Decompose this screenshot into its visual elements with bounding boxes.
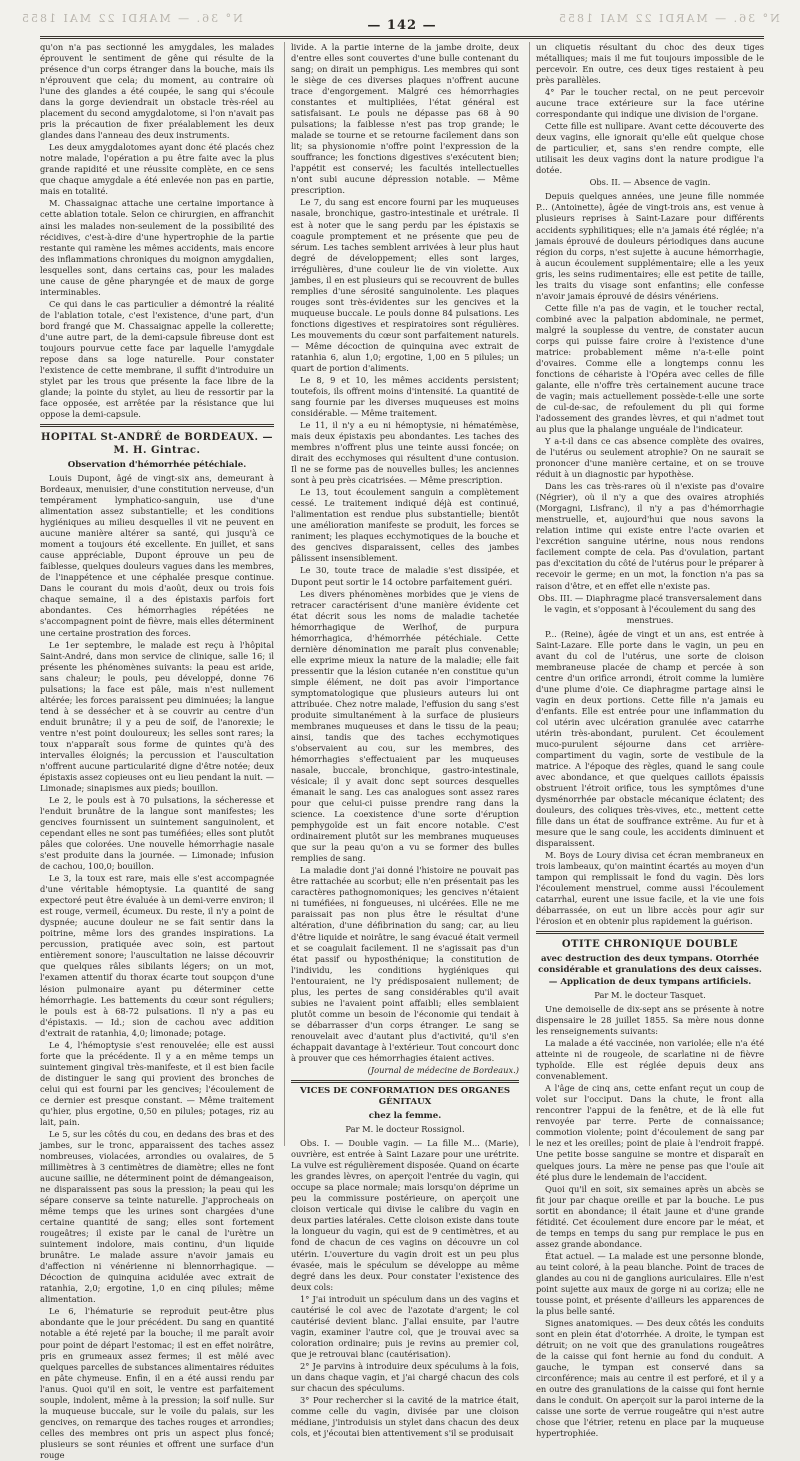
col2-paragraph-9: Obs. I. — Double vagin. — La fille M... (Marie), ouvrière, est entrée à Saint Lazare pour une urétrite. La vulve est régulièrement disposée. Quand on écarte les grandes lèvres, on aperçoit l'entrée du vagin, qui occupe sa place normale; mais lorsqu'on déprime un peu la commissure postérieure, on aperçoit une cloison verticale qui divise le calibre du vagin en deux parties latérales. Cette cloison existe dans toute la longueur du vagin, qui est de 9 centimètres, et au fond de chacun de ces vagins on découvre un col utérin. L'ouverture du vagin droit est un peu plus évasée, mais le spéculum se développe au même degré dans les deux. Pour constater l'existence des deux cols:	[291, 1138, 519, 1292]
section-title-vices: VICES DE CONFORMATION DES ORGANES GÉNITAUX	[299, 1085, 511, 1108]
section-title-otite: OTITE CHRONIQUE DOUBLE	[561, 939, 739, 951]
section-rule-top	[40, 424, 274, 425]
col1-paragraph-5: Louis Dupont, âgé de vingt-six ans, demeurant à Bordeaux, menuisier, d'une constitution nerveuse, d'un tempérament lymphatico-sanguin, use d'une alimentation assez substantielle; et les conditions hygiéniques au milieu desquelles il vit ne peuvent en aucune manière altérer sa santé, qui jusqu'à ce moment a toujours été excellente. En juillet, et sans cause appréciable, Dupont éprouve un peu de faiblesse, quelques douleurs vagues dans les membres, de l'inappétence et une céphalée presque continue. Dans le courant du mois d'août, deux ou trois fois chaque semaine, il a des épistaxis parfois fort abondantes. Ces hémorrhagies répétées ne s'accompagnent point de fièvre, mais elles déterminent une certaine prostration des forces.	[40, 473, 274, 638]
section-title-hopital: HOPITAL St-ANDRÉ de BORDEAUX. — M. H. Gintrac.	[41, 432, 273, 457]
col3-paragraph-9: M. Boys de Loury divisa cet écran membraneux en trois lambeaux, qu'on maintint écartés au moyen d'un tampon qui remplissait le fond du vagin. Dès lors l'écoulement menstruel, comme aussi l'écoulement catarrhal, eurent une issue facile, et la vie une fois débarrassée, on eut un libre accès pour agir sur l'érosion et en obtenir plus rapidement la guérison.	[536, 850, 764, 927]
col3-paragraph-2: 4° Par le toucher rectal, on ne peut percevoir aucune trace extérieure sur la face utérine correspondante qui indique une division de l'organe.	[536, 87, 764, 120]
col3-paragraph-5: Cette fille n'a pas de vagin, et le toucher rectal, combiné avec la palpation abdominale, ne permet, malgré la souplesse du ventre, de constater aucun corps qui puisse faire croire à l'existence d'une matrice: probablement même n'a-t-elle point d'ovaires. Comme elle a longtemps connu les fonctions de céhariste à l'Opéra avec celles de fille galante, elle n'offre très certainement aucune trace de vagin; mais actuellement possède-t-elle une sorte de cul-de-sac, de refoulement du pli qui forme l'adossement des grandes lèvres, et qui n'admet tout au plus que la phalange unguéale de l'indicateur.	[536, 302, 764, 435]
col1-paragraph-8: Le 3, la toux est rare, mais elle s'est accompagnée d'une véritable hémoptysie. La quantité de sang expectoré peut être évaluée à un demi-verre environ; il est rouge, vermeil, écumeux. Du reste, il n'y a point de dyspnée; aucune douleur ne se fait sentir dans la poitrine, même lors des grandes inspirations. La percussion, pratiquée avec soin, est partout entièrement sonore; l'auscultation ne laisse découvrir que quelques râles sibilants légers; on un mot, l'examen attentif du thorax écarte tout soupçon d'une lésion pulmonaire ayant pu déterminer cette hémorrhagie. Les battements du cœur sont réguliers; le pouls est à 68-72 pulsations. Il n'y a pas eu d'épistaxis. — Id.; sion de cachou avec addition d'extrait de ratanhia, 4,0; limonade; potage.	[40, 873, 274, 1038]
col2-paragraph-4: Le 11, il n'y a eu ni hémoptysie, ni hématémèse, mais deux épistaxis peu abondantes. Les taches des membres n'offrent plus une teinte aussi foncée; on dirait des ecchymoses qui résultent d'une contusion. Il ne se forme pas de nouvelles bulles; les anciennes sont à peu près cicatrisées. — Même prescription.	[291, 420, 519, 486]
column-3	[529, 42, 764, 1439]
col3-paragraph-12: A l'âge de cinq ans, cette enfant reçut un coup de volet sur l'occiput. Dans la chute, le front alla rencontrer l'appui de la fenêtre, et de là elle fut renvoyée par terre. Perte de connaissance; commotion violente; point d'écoulement de sang par le nez et les oreilles; point de plaie à l'endroit frappé. Une petite bosse sanguine se montre et disparaît en quelques jours. La mère ne pense pas que l'ouïe ait été plus dure le lendemain de l'accident.	[536, 1083, 764, 1182]
bleed-through-text-right: N° 36. — MARDI 22 MAI 1855	[557, 12, 780, 25]
col3-paragraph-7: Dans les cas très-rares où il n'existe pas d'ovaire (Négrier), où il n'y a que des ovaires atrophiés (Morgagni, Lisfranc), il n'y a pas d'hémorrhagie menstruelle, et, aujourd'hui que nous savons la relation intime qui existe entre l'acte ovarien et l'excrétion sanguine utérine, nous nous rendons facilement compte de cela. Pas d'ovulation, partant pas d'excitation du côté de l'utérus pour le préparer à recevoir le germe; en un mot, la fonction n'a pas sa raison d'être, et en effet elle n'existe pas.	[536, 481, 764, 591]
col2-paragraph-6: Le 30, toute trace de maladie s'est dissipée, et Dupont peut sortir le 14 octobre parfaitement guéri.	[291, 565, 519, 587]
col1-paragraph-2: Les deux amygdalotomes ayant donc été placés chez notre malade, l'opération a pu être faite avec la plus grande rapidité et une réussite complète, en ce sens que chaque amygdale a été enlevée non pas en partie, mais en totalité.	[40, 142, 274, 197]
col3-paragraph-4: Depuis quelques années, une jeune fille nommée P... (Antoinette), âgée de vingt-trois ans, est venue à plusieurs reprises à Saint-Lazare pour différents accidents syphilitiques; elle n'a jamais été réglée; n'a jamais éprouvé de douleurs périodiques dans aucune région du corps, n'est sujette à aucune hémorrhagie, à aucun écoulement supplémentaire; elle a les yeux gris, les seins rudimentaires; elle est petite de taille, les traits du visage sont enfantins; elle confesse n'avoir jamais éprouvé de désirs vénériens.	[536, 191, 764, 301]
columns	[40, 42, 764, 1460]
col2-paragraph-1: livide. A la partie interne de la jambe droite, deux d'entre elles sont couvertes d'une bulle contenant du sang; on dirait un pemphigus. Les membres qui sont le siège de ces diverses plaques n'offrent aucune trace d'engorgement. Malgré ces hémorrhagies constantes et multipliées, l'état général est satisfaisant. Le pouls ne dépasse pas 68 à 90 pulsations; la faiblesse n'est pas trop grande; le malade se tourne et se retourne facilement dans son lit; sa physionomie n'offre point l'expression de la souffrance; les fonctions digestives s'exécutent bien; l'appétit est conservé; les facultés intellectuelles n'ont subi aucune dépression notable. — Même prescription.	[291, 42, 519, 196]
col2-paragraph-10: 1° J'ai introduit un spéculum dans un des vagins et cautérisé le col avec de l'azotate d'argent; le col cautérisé devient blanc. J'allai ensuite, par l'autre vagin, examiner l'autre col, que je trouvai avec sa coloration ordinaire; puis je revins au premier col, que je retrouvai blanc (cautérisation).	[291, 1293, 519, 1359]
col3-paragraph-10: Une demoiselle de dix-sept ans se présente à notre dispensaire le 28 juillet 1855. Sa mère nous donne les renseignements suivants:	[536, 1004, 764, 1037]
col3-paragraph-1: un cliquetis résultant du choc des deux tiges métalliques; mais il me fut toujours impossible de le percevoir. En outre, ces deux tiges restaient à peu près parallèles.	[536, 42, 764, 86]
col3-paragraph-14: État actuel. — La malade est une personne blonde, au teint coloré, à la peau blanche. Point de traces de glandes au cou ni de ganglions auriculaires. Elle n'est point sujette aux maux de gorge ni au coriza; elle ne tousse point, et présente d'ailleurs les apparences de la plus belle santé.	[536, 1250, 764, 1316]
page-header	[40, 14, 764, 39]
section-subtitle-otite: avec destruction des deux tympans. Otorrhée considérable et granulations des deux caisses. — Application de deux tympans artificiels.	[538, 953, 762, 987]
col3-paragraph-15: Signes anatomiques. — Des deux côtés les conduits sont en plein état d'otorrhée. A droite, le tympan est détruit; on ne voit que des granulations rougeâtres de la caisse qui font hernie au fond du conduit. A gauche, le tympan est conservé dans sa circonférence; mais au centre il est perforé, et il y a en outre des granulations de la caisse qui font hernie dans le conduit. On aperçoit sur la paroi interne de la caisse une sorte de verrue rougeâtre qui n'est autre chose que l'étrier, retenu en place par la muqueuse hypertrophiée.	[536, 1317, 764, 1439]
col1-paragraph-4: Ce qui dans le cas particulier a démontré la réalité de l'ablation totale, c'est l'existence, d'une part, d'un bord frangé que M. Chassaignac appelle la collerette; d'une autre part, de la demi-capsule fibreuse dont est toujours pourvue cette face par laquelle l'amygdale repose dans sa loge naturelle. Pour constater l'existence de cette membrane, il suffit d'introduire un stylet par les trous que présente la face libre de la glande; la pointe du stylet, au lieu de ressortir par la face opposée, est arrêtée par la résistance que lui oppose la demi-capsule.	[40, 298, 274, 420]
col1-paragraph-10: Le 5, sur les côtés du cou, en dedans des bras et des jambes, sur le tronc, apparaissent des taches assez nombreuses, violacées, arrondies ou ovalaires, de 5 millimètres à 3 centimètres de diamètre; elles ne font aucune saillie, ne déterminent point de démangeaison, ne disparaissent pas sous la pression; la peau qui les sépare conserve sa teinte naturelle. J'approcheais on même temps que les urines sont chargées d'une certaine quantité de sang; elles sont fortement rougeâtres; il existe par le canal de l'urètre un suintement indolore, mais continu, d'un liquide brunâtre. Le malade assure n'avoir jamais eu d'affection ni vénérienne ni blennorrhagique. — Décoction de quinquina acidulée avec extrait de ratanhia, 2,0; ergotine, 1,0 en cinq pilules; même alimentation.	[40, 1128, 274, 1305]
col3-paragraph-11: La malade a été vaccinée, non variolée; elle n'a été atteinte ni de rougeole, de scarlatine ni de fièvre typhoïde. Elle est réglée depuis deux ans convenablement.	[536, 1038, 764, 1082]
col3-paragraph-13: Quoi qu'il en soit, six semaines après un abcès se fit jour par chaque oreille et par la bouche. Le pus sortit en abondance; il était jaune et d'une grande fétidité. Cet écoulement dure encore par le méat, et de temps en temps du sang pur remplace le pus en assez grande abondance.	[536, 1183, 764, 1249]
col3-paragraph-3: Cette fille est nullipare. Avant cette découverte des deux vagins, elle ignorait qu'elle eût quelque chose de particulier, et, sans s'en rendre compte, elle utilisait les deux vagins dont la nature prodigue l'a dotée.	[536, 121, 764, 176]
col1-paragraph-7: Le 2, le pouls est à 70 pulsations, la sécheresse et l'enduit brunâtre de la langue sont manifestes; les gencives fournissent un suintement sanguinolent, et cependant elles ne sont pas tuméfiées; elles sont plutôt pâles que colorées. Une nouvelle hémorrhagie nasale s'est produite dans la journée. — Limonade; infusion de cachou, 100,0; bouillon.	[40, 794, 274, 872]
col2-paragraph-12: 3° Pour rechercher si la cavité de la matrice était, comme celle du vagin, divisée par une cloison médiane, j'introduisis un stylet dans chacun des deux cols, et j'écoutai bien attentivement s'il se produisait	[291, 1394, 519, 1439]
col1-paragraph-3: M. Chassaignac attache une certaine importance à cette ablation totale. Selon ce chirurgien, en affranchit ainsi les malades non-seulement de la possibilité des récidives, c'est-à-dire d'une hypertrophie de la partie restante qui ramène les mêmes accidents, mais encore des inflammations chroniques du moignon amygdalien, lesquelles sont, dans certains cas, pour les malades une cause de gêne pharyngée et de maux de gorge interminables.	[40, 198, 274, 297]
col2-paragraph-8: La maladie dont j'ai donné l'histoire ne pouvait pas être rattachée au scorbut; elle n'en présentait pas les caractères pathognomoniques; les gencives n'étaient ni tuméfiées, ni fongueuses, ni ulcérées. Elle ne me paraissait pas non plus être le résultat d'une altération, d'une défibrination du sang; car, au lieu d'être liquide et noirâtre, le sang évacué était vermeil et se coagulait facilement. Il ne s'agissait pas d'un état passif ou hyposthénique; la constitution de l'individu, les conditions hygiéniques qui l'entouraient, ne l'y prédisposaient nullement; de plus, les pertes de sang considérables qu'il avait subies ne l'avaient point affaibli; elles semblaient plutôt comme un besoin de l'économie qui tendait à se débarrasser d'un corps étranger. Le sang se renouvelait avec d'autant plus d'activité, qu'il s'en échappait davantage à l'extérieur. Tout concourt donc à prouver que ces hémorrhagies étaient actives.	[291, 865, 519, 1063]
section-subtitle-observation: Observation d'hémorrhée pétéchiale.	[67, 459, 247, 470]
byline-rossignol: Par M. le docteur Rossignol.	[345, 1124, 465, 1135]
col1-paragraph-1: qu'on n'a pas sectionné les amygdales, les malades éprouvent le sentiment de gêne qui résulte de la présence d'un corps étranger dans la bouche, mais ils n'éprouvent que cela; du moment, au contraire où l'une des glandes a été coupée, le sang qui s'écoule dans la gorge deviendrait un obstacle très-réel au placement du second amygdalotome, si l'on n'avait pas pris la précaution de fixer préalablement les deux glandes dans l'anneau des deux instruments.	[40, 42, 274, 141]
col2-paragraph-11: 2° Je parvins à introduire deux spéculums à la fois, un dans chaque vagin, et j'ai chargé chacun des cols sur chacun des spéculums.	[291, 1360, 519, 1393]
section-rule-top	[291, 1080, 519, 1081]
col3-paragraph-6: Y a-t-il dans ce cas absence complète des ovaires, de l'utérus ou seulement atrophie? On ne saurait se prononcer d'une manière certaine, et on se trouve réduit à un diagnostic par hypothèse.	[536, 436, 764, 480]
bleed-through-text-left: N° 36. — MARDI 22 MAI 1855	[20, 12, 243, 25]
section-rule-top	[536, 931, 764, 932]
col1-paragraph-11: Le 6, l'hématurie se reproduit peut-être plus abondante que le jour précédent. Du sang en quantité notable a été rejeté par la bouche; il me paraît avoir pour point de départ l'estomac; il est en effet noirâtre, pris en grumeaux assez fermes; il est mêlé avec quelques parcelles de substances alimentaires réduites en pâte chymeuse. Enfin, il en a été aussi rendu par l'anus. Quoi qu'il en soit, le ventre est parfaitement souple, indolent, même à la pression; la soif nulle. Sur la muqueuse buccale, sur le voile du palais, sur les gencives, on remarque des taches rouges et arrondies; celles des membres ont pris un aspect plus foncé; plusieurs se sont réunies et offrent une surface d'un rouge	[40, 1306, 274, 1460]
column-2	[284, 42, 519, 1439]
col2-paragraph-3: Le 8, 9 et 10, les mêmes accidents persistent; toutefois, ils offrent moins d'intensité. La quantité de sang fournie par les diverses muqueuses est moins considérable. — Même traitement.	[291, 374, 519, 419]
page-number: — 142 —	[367, 17, 437, 33]
col2-paragraph-5: Le 13, tout écoulement sanguin a complètement cessé. Le traitement indiqué déjà est continué, l'alimentation est rendue plus substantielle; bientôt une amélioration manifeste se produit, les forces se raniment; les plaques ecchymotiques de la bouche et des gencives disparaissent, celles des jambes pâlissent insensiblement.	[291, 487, 519, 564]
byline-tasquet: Par M. le docteur Tasquet.	[594, 990, 706, 1001]
section-rule-bottom	[40, 426, 274, 427]
section-subtitle-femme: chez la femme.	[368, 1110, 442, 1121]
col1-paragraph-6: Le 1er septembre, le malade est reçu à l'hôpital Saint-André, dans mon service de clinique, salle 16; il présente les phénomènes suivants: la peau est aride, sans chaleur; le pouls, peu développé, donne 76 pulsations; la face est pâle, mais n'est nullement altérée; les forces paraissent peu diminuées; la langue tend à se dessécher et à se couvrir au centre d'un enduit brunâtre; il y a peu de soif, de l'anorexie; le ventre n'est point douloureux; les selles sont rares; la toux n'apparaît sous forme de quintes qu'à des intervalles éloignés; la percussion et l'auscultation n'offrent aucune particularité digne d'être notée; deux épistaxis assez copieuses ont eu lieu pendant la nuit. — Limonade; sinapismes aux pieds; bouillon.	[40, 639, 274, 793]
section-rule-bottom	[291, 1082, 519, 1083]
col2-paragraph-7: Les divers phénomènes morbides que je viens de retracer caractérisent d'une manière évidente cet état décrit sous les noms de maladie tachetée hémorrhagique de Werlhof, de purpura hémorrhagica, d'hémorrhée pétéchiale. Cette dernière dénomination me paraît plus convenable; elle exprime mieux la nature de la maladie; elle fait pressentir que la lésion cutanée n'en constitue qu'un simple élément, ne doit pas avoir l'importance symptomatologique que plusieurs auteurs lui ont attribuée. Chez notre malade, l'effusion du sang s'est produite simultanément à la surface de plusieurs membranes muqueuses et dans le tissu de la peau; ainsi, tandis que des taches ecchymotiques s'observaient au cou, sur les membres, des hémorrhagies s'effectuaient par les muqueuses nasale, buccale, bronchique, gastro-intestinale, vésicale; il y avait donc sept sources desquelles émanait le sang. Les cas analogues sont assez rares pour que celui-ci puisse prendre rang dans la science. La coexistence d'une sorte d'éruption pemphygoïde est un fait encore notable. C'est ordinairement plutôt sur les membranes muqueuses que sur la peau qu'on a vu se former des bulles remplies de sang.	[291, 588, 519, 864]
col1-paragraph-9: Le 4, l'hémoptysie s'est renouvelée; elle est aussi forte que la précédente. Il y a en même temps un suintement gingival très-manifeste, et il est bien facile de distinguer le sang qui provient des bronches de celui qui est fourni par les gencives; l'écoulement de ce dernier est presque constant. — Même traitement qu'hier, plus ergotine, 0,50 en pilules; potages, riz au lait, pain.	[40, 1039, 274, 1127]
source-citation: (Journal de médecine de Bordeaux.)	[367, 1064, 519, 1075]
section-rule-bottom	[536, 933, 764, 934]
col3-paragraph-8: P... (Reine), âgée de vingt et un ans, est entrée à Saint-Lazare. Elle porte dans le vagin, un peu en avant du col de l'utérus, une sorte de cloison membraneuse placée de champ et percée à son centre d'un orifice arrondi, étroit comme la lumière d'une plume d'oie. Ce diaphragme partage ainsi le vagin en deux portions. Cette fille n'a jamais eu d'enfants. Elle est entrée pour une inflammation du col utérin avec ulcération granulée avec catarrhe utérin très-abondant, purulent. Cet écoulement muco-purulent séjourne dans cet arrière-compartiment du vagin, sorte de vestibule de la matrice. A l'époque des règles, quand le sang coule avec abondance, et que quelques caillots épaissis obstruent l'étroit orifice, tous les symptômes d'une dysménorrhée par obstacle mécanique éclatent; des douleurs, des coliques très-vives, etc., mettent cette fille dans un état de souffrance extrême. Au fur et à mesure que le sang coule, les accidents diminuent et disparaissent.	[536, 628, 764, 849]
col2-paragraph-2: Le 7, du sang est encore fourni par les muqueuses nasale, bronchique, gastro-intestinale et urétrale. Il est à noter que le sang perdu par les épistaxis se coagule promptement et ne présente que peu de sérum. Les taches semblent arrivées à leur plus haut degré de développement; elles sont larges, irrégulières, d'une couleur lie de vin violette. Aux jambes, il en est plusieurs qui se recouvrent de bulles remplies d'une sérosité sanguinolente. Les plaques rouges sont très-évidentes sur les gencives et la muqueuse buccale. Le pouls donne 84 pulsations. Les fonctions digestives et respiratoires sont régulières. Les mouvements du cœur sont parfaitement naturels. — Même décoction de quinquina avec extrait de ratanhia 6, alun 1,0; ergotine, 1,00 en 5 pilules; un quart de portion d'aliments.	[291, 197, 519, 373]
column-1	[40, 42, 274, 1460]
obs-2-title: Obs. II. — Absence de vagin.	[589, 177, 711, 188]
obs-3-title: Obs. III. — Diaphragme placé transversalement dans le vagin, et s'opposant à l'écoulement du sang des menstrues.	[538, 592, 762, 625]
